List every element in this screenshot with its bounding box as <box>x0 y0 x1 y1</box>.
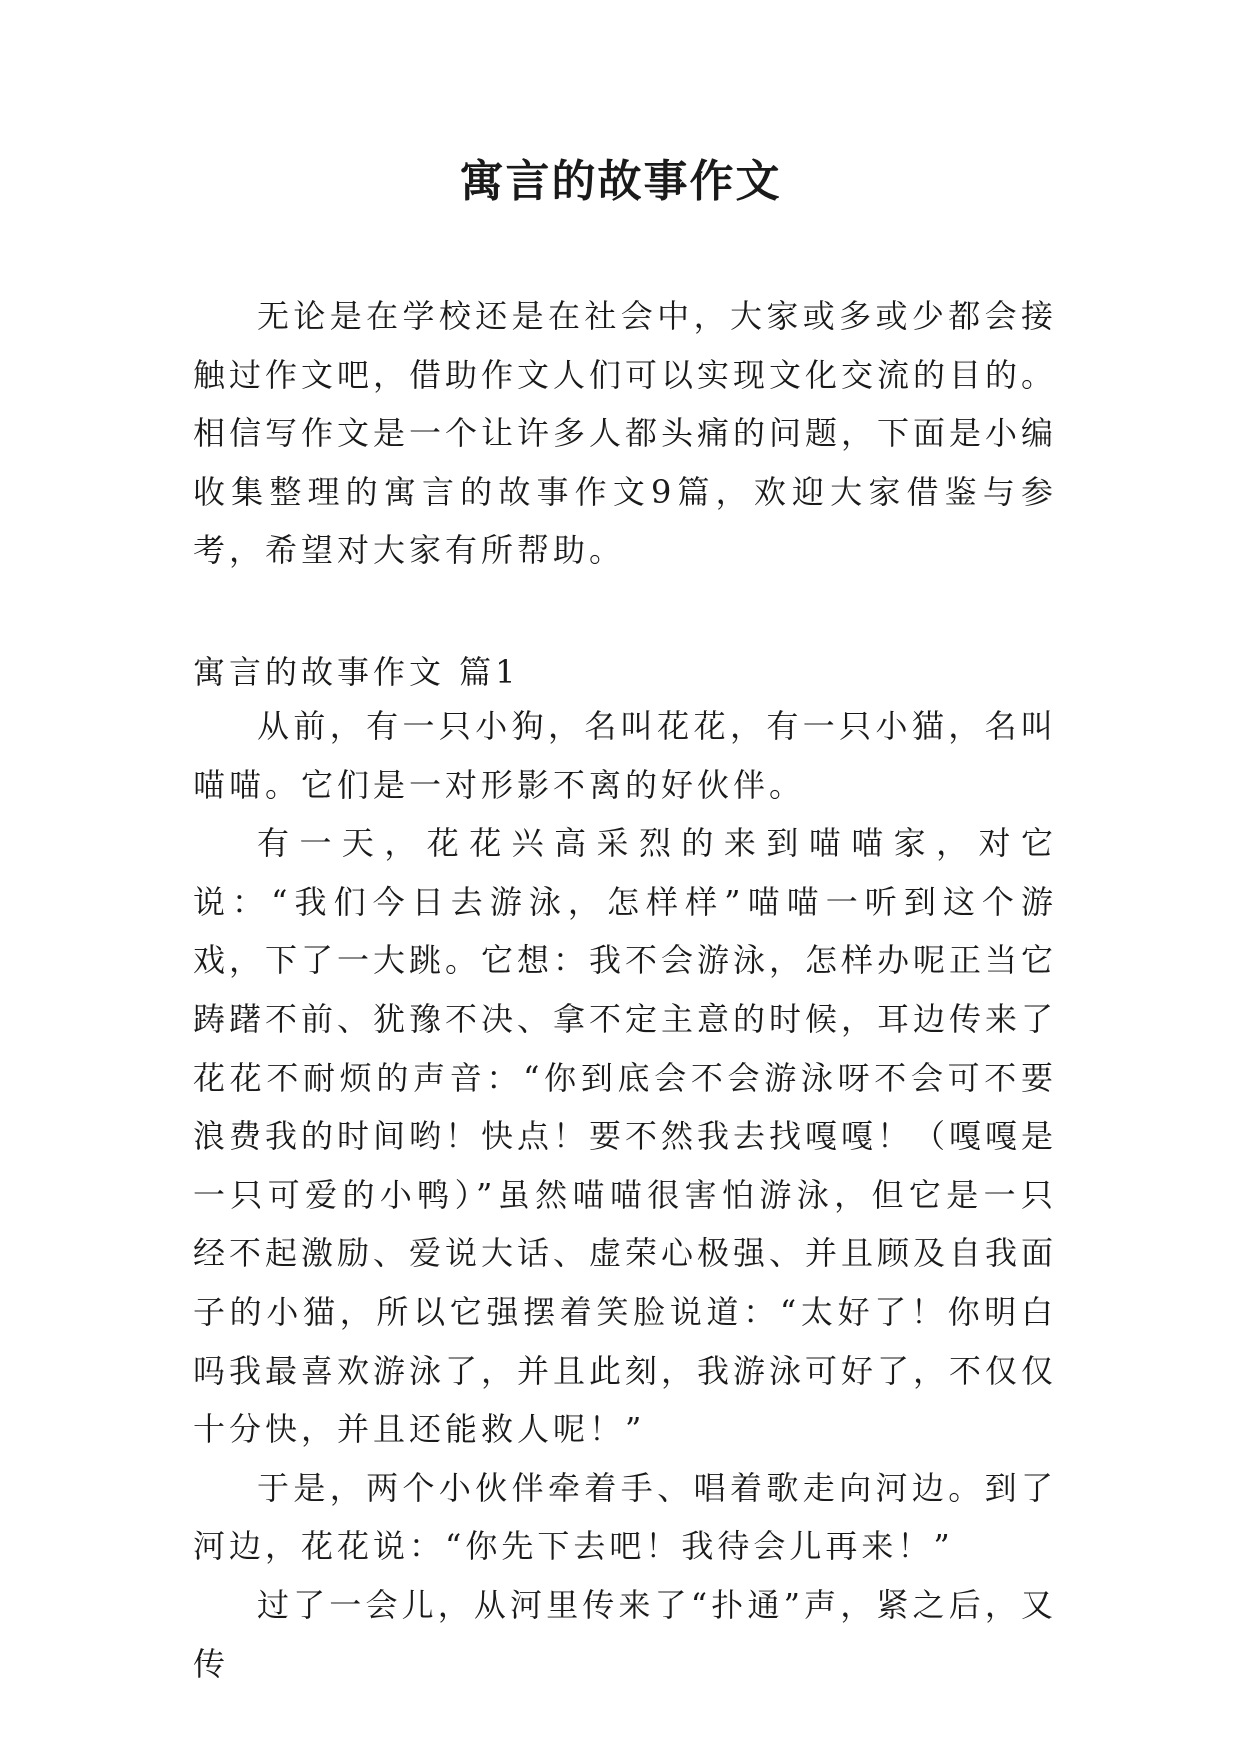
document-title: 寓言的故事作文 <box>459 156 782 207</box>
story-paragraph-4: 过了一会儿，从河里传来了“扑通”声，紧之后，又传 <box>193 1585 1057 1683</box>
story-block <box>193 697 1057 1693</box>
story-paragraph-2: 有一天，花花兴高采烈的来到喵喵家，对它说：“我们今日去游泳，怎样样”喵喵一听到这个游戏，下了一大跳。它想：我不会游泳，怎样办呢正当它踌躇不前、犹豫不决、拿不定主意的时候，耳边传来了花花不耐烦的声音：“你到底会不会游泳呀不会可不要浪费我的时间哟！快点！要不然我去找嘎嘎！（嘎嘎是一只可爱的小鸭）”虽然喵喵很害怕游泳，但它是一只经不起激励、爱说大话、虚荣心极强、并且顾及自我面子的小猫，所以它强摆着笑脸说道：“太好了！你明白吗我最喜欢游泳了，并且此刻，我游泳可好了，不仅仅十分快，并且还能救人呢！” <box>193 824 1058 1449</box>
section-heading: 寓言的故事作文 篇1 <box>193 653 520 691</box>
story-paragraph-3: 于是，两个小伙伴牵着手、唱着歌走向河边。到了河边，花花说：“你先下去吧！我待会儿再来！” <box>193 1468 1057 1566</box>
intro-paragraph: 无论是在学校还是在社会中，大家或多或少都会接触过作文吧，借助作文人们可以实现文化交流的目的。相信写作文是一个让许多人都头痛的问题，下面是小编收集整理的寓言的故事作文9篇，欢迎大家借鉴与参考，希望对大家有所帮助。 <box>193 297 1058 570</box>
intro-block <box>193 287 1057 580</box>
story-paragraph-1: 从前，有一只小狗，名叫花花，有一只小猫，名叫喵喵。它们是一对形影不离的好伙伴。 <box>193 707 1057 804</box>
